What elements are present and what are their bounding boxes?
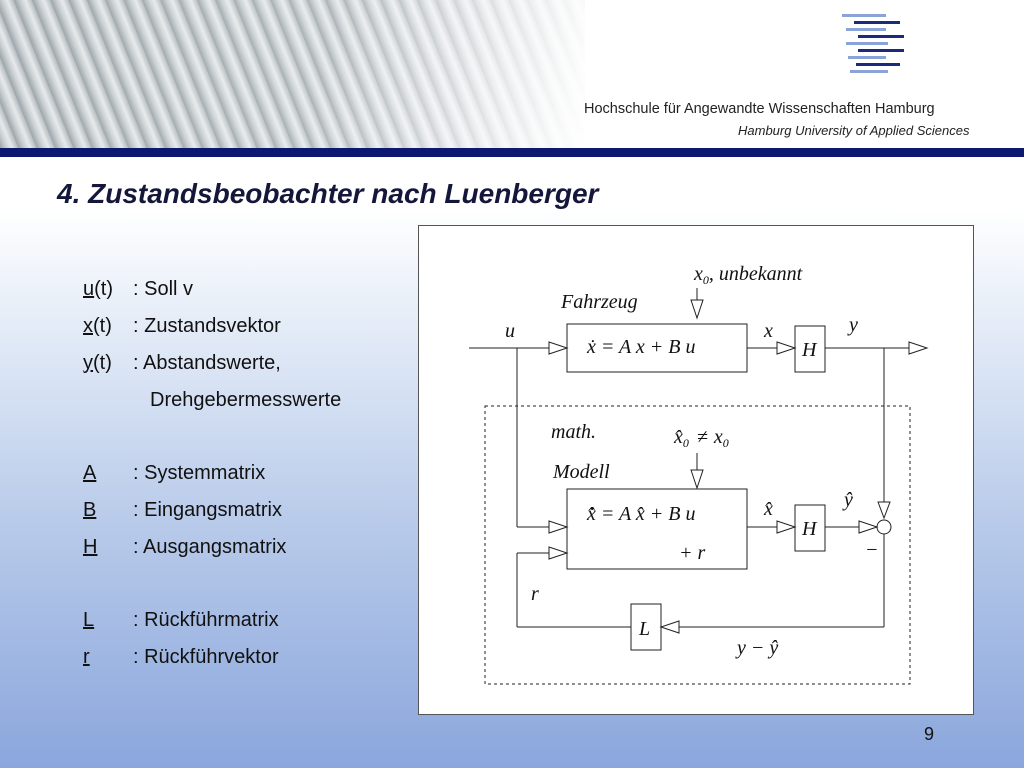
arrowhead: [777, 342, 795, 354]
initial-state-label: $x_0$, unbekannt: [694, 263, 803, 287]
arrowhead: [777, 521, 795, 533]
plant-equation: ẋ = A x + B u: [587, 336, 696, 358]
model-output-matrix-label: H: [802, 518, 817, 540]
output-matrix-label: H: [802, 339, 817, 361]
minus-sign: −: [865, 539, 879, 561]
definition-text: : Abstandswerte,: [133, 352, 281, 374]
definition-symbol: A: [83, 462, 97, 484]
definition-text: Drehgebermesswerte: [150, 389, 342, 411]
definition-text: : Rückführvektor: [133, 646, 279, 668]
arrowhead: [909, 342, 927, 354]
definition-symbol: u: [83, 278, 95, 300]
header-rule: [0, 148, 1024, 157]
model-equation-extra: + r: [679, 542, 706, 564]
arrowhead: [549, 521, 567, 533]
definition-symbol: r: [83, 646, 90, 668]
definition-text: : Eingangsmatrix: [133, 499, 282, 521]
definition-text: : Ausgangsmatrix: [133, 536, 287, 558]
plant-label: Fahrzeug: [561, 291, 638, 313]
definition-symbol: B: [83, 499, 97, 521]
gain-matrix-label: L: [639, 618, 651, 640]
definition-text: : Rückführmatrix: [133, 609, 279, 631]
arrowhead: [691, 470, 703, 488]
university-logo: [840, 12, 910, 76]
arrowhead: [691, 300, 703, 318]
slide-title: 4. Zustandsbeobachter nach Luenberger: [57, 178, 599, 209]
definition-symbol: y: [83, 352, 93, 374]
university-name-en: Hamburg University of Applied Sciences: [738, 123, 970, 138]
definition-symbol: L: [83, 609, 95, 631]
feedback-label: r: [531, 583, 539, 605]
page-number: 9: [924, 724, 935, 744]
error-label: y − ŷ: [737, 637, 779, 659]
definition-symbol: H: [83, 536, 98, 558]
arrowhead: [549, 342, 567, 354]
output-label: y: [849, 314, 858, 336]
input-label: u: [505, 320, 515, 342]
estimated-output-label: ŷ: [844, 489, 853, 511]
arrowhead: [878, 502, 890, 518]
building-photo: [0, 0, 585, 148]
arrowhead: [661, 621, 679, 633]
model-label-2: Modell: [553, 461, 610, 483]
model-initial-label: $x̂_0 \ne x_0$: [674, 426, 729, 450]
definition-symbol: x: [83, 315, 93, 337]
arrowhead: [549, 547, 567, 559]
header: [0, 0, 1024, 148]
arrowhead: [859, 521, 877, 533]
model-label-1: math.: [551, 421, 596, 443]
definition-text: : Systemmatrix: [133, 462, 266, 484]
estimated-state-label: x̂: [764, 498, 773, 520]
definition-text: : Soll v: [133, 278, 194, 300]
model-block: [567, 489, 747, 569]
university-name-de: Hochschule für Angewandte Wissenschaften Hamburg: [584, 101, 935, 117]
state-label: x: [764, 320, 773, 342]
definition-text: : Zustandsvektor: [133, 315, 281, 337]
model-equation: x̂̇ = A x̂ + B u: [587, 503, 696, 525]
observer-block-diagram: [418, 225, 974, 715]
summing-junction: [877, 520, 891, 534]
